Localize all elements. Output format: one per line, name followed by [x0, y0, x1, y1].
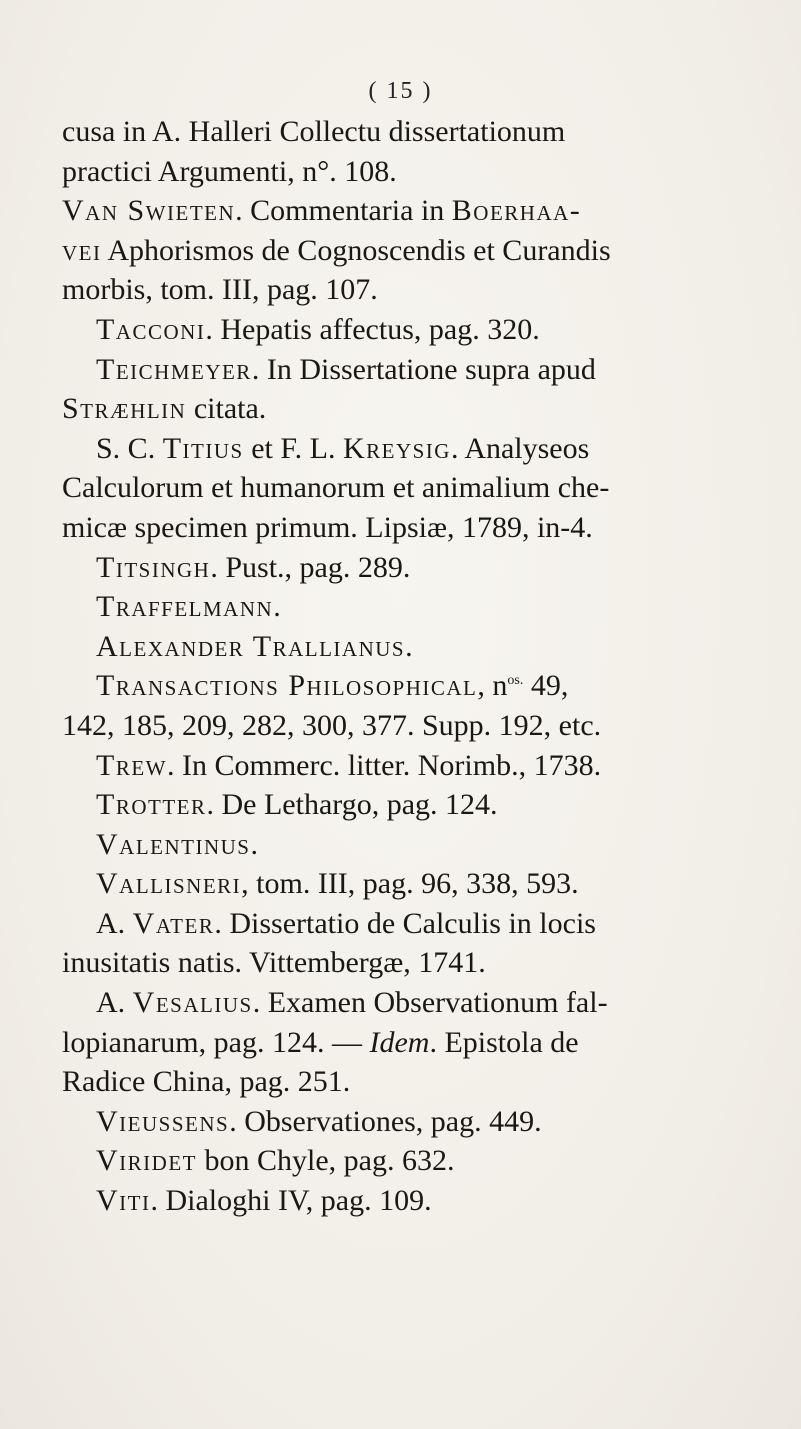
text-span: , tom. III, pag. 96, 338, 593. — [241, 867, 579, 901]
text-line — [62, 152, 752, 192]
author-name: Stræhlin — [62, 392, 187, 426]
text-span: . — [273, 590, 281, 624]
text-line — [62, 270, 752, 310]
text-line — [62, 1102, 752, 1142]
text-span: A. — [96, 906, 133, 940]
text-span: 49, — [523, 669, 569, 703]
text-line — [62, 389, 752, 429]
text-line — [62, 429, 752, 469]
author-name: vei — [62, 233, 102, 267]
text-span: micæ specimen primum. Lipsiæ, 1789, in-4. — [62, 510, 593, 544]
author-name: Vallisneri — [96, 867, 242, 901]
text-span: . Commentaria in — [235, 194, 452, 228]
text-line — [62, 1181, 752, 1221]
author-name: Valentinus — [96, 827, 251, 861]
text-span: bon Chyle, pag. 632. — [196, 1144, 455, 1178]
text-line — [62, 1141, 752, 1181]
author-name: Van Swieten — [62, 194, 236, 228]
text-span: S. C. — [96, 431, 163, 465]
author-name: Tacconi — [96, 312, 206, 346]
text-span: , n — [477, 669, 508, 703]
text-line — [62, 943, 752, 983]
author-name: Trew — [96, 748, 167, 782]
text-line — [62, 666, 752, 706]
italic-text: Idem — [369, 1025, 430, 1059]
text-line — [62, 746, 752, 786]
author-name: Titius — [162, 431, 244, 465]
text-span: . Analyseos — [450, 431, 590, 465]
text-line — [62, 825, 752, 865]
text-span: . — [405, 629, 413, 663]
text-line — [62, 310, 752, 350]
text-span: . Dissertatio de Calculis in locis — [214, 906, 596, 940]
text-span: . Hepatis affectus, pag. 320. — [205, 312, 540, 346]
text-line — [62, 350, 752, 390]
text-span: A. — [96, 986, 133, 1020]
text-line — [62, 706, 752, 746]
bibliography-text — [62, 112, 752, 1221]
text-span: . Dialoghi IV, pag. 109. — [150, 1184, 432, 1218]
text-line — [62, 864, 752, 904]
text-line — [62, 508, 752, 548]
author-name: Traffelmann — [96, 590, 274, 624]
text-line — [62, 231, 752, 271]
text-span: lopianarum, pag. 124. — — [62, 1025, 370, 1059]
text-line — [62, 112, 752, 152]
text-span: . Epistola de — [429, 1025, 579, 1059]
text-span: morbis, tom. III, pag. 107. — [62, 273, 378, 307]
text-span: Calculorum et humanorum et animalium che- — [62, 471, 610, 505]
text-line — [62, 191, 752, 231]
text-span: . — [250, 827, 258, 861]
text-line — [62, 548, 752, 588]
text-span: cusa in A. Halleri Collectu dissertationum — [62, 115, 566, 148]
text-span: inusitatis natis. Vittembergæ, 1741. — [62, 946, 486, 980]
text-span: os. — [507, 673, 524, 689]
author-name: Kreysig — [342, 431, 451, 465]
author-name: Vater — [132, 906, 215, 940]
text-span: . Pust., pag. 289. — [210, 550, 411, 584]
text-line — [62, 1062, 752, 1102]
author-name: Transactions Philosophical — [96, 669, 478, 703]
text-line — [62, 1023, 752, 1063]
author-name: Vesalius — [132, 986, 253, 1020]
author-name: Viridet — [96, 1144, 197, 1178]
text-line — [62, 627, 752, 667]
text-line — [62, 983, 752, 1023]
text-span: citata. — [186, 392, 267, 426]
author-name: Teichmeyer — [96, 352, 252, 386]
text-span: . Observationes, pag. 449. — [229, 1104, 542, 1138]
author-name: Boerhaa- — [451, 194, 582, 228]
text-span: . Examen Observationum fal- — [252, 986, 608, 1020]
text-span: et F. L. — [243, 431, 343, 465]
text-line — [62, 904, 752, 944]
author-name: Alexander Trallianus — [96, 629, 406, 663]
text-span: . In Dissertatione supra apud — [251, 352, 596, 386]
text-span: . De Lethargo, pag. 124. — [206, 788, 498, 822]
text-span: Aphorismos de Cognoscendis et Curandis — [101, 233, 611, 267]
page-number: ( 15 ) — [368, 78, 433, 104]
author-name: Viti — [96, 1184, 151, 1218]
text-line — [62, 785, 752, 825]
author-name: Titsingh — [96, 550, 211, 584]
text-span: 142, 185, 209, 282, 300, 377. Supp. 192, etc. — [62, 708, 602, 742]
text-line — [62, 587, 752, 627]
text-span: practici Argumenti, n°. 108. — [62, 154, 397, 188]
author-name: Vieussens — [96, 1104, 230, 1138]
text-line — [62, 468, 752, 508]
author-name: Trotter — [96, 788, 207, 822]
text-span: . In Commerc. litter. Norimb., 1738. — [166, 748, 602, 782]
text-span: Radice China, pag. 251. — [62, 1065, 351, 1099]
